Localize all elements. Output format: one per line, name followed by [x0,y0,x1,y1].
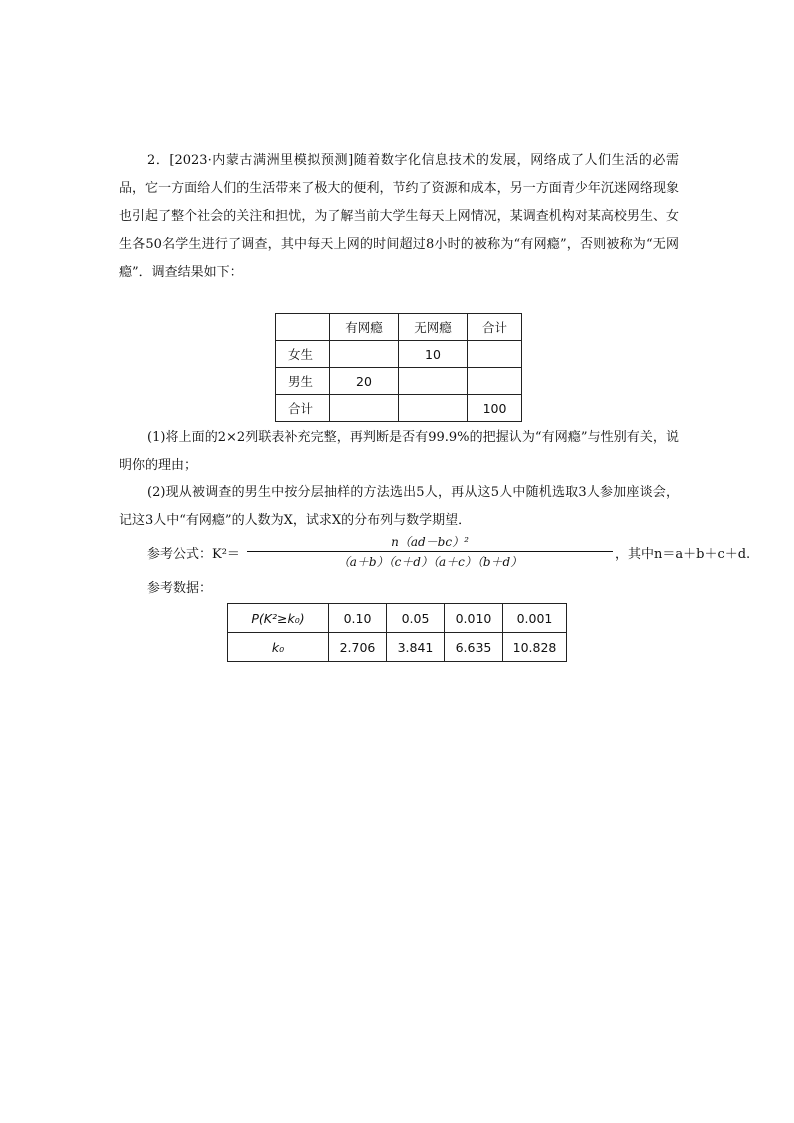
formula-fraction [247,533,613,570]
table-row [276,341,522,368]
row-label-male: 男生 [276,368,330,395]
header-not-addicted: 无网瘾 [399,314,468,341]
table-cell [330,395,399,422]
formula-numerator: n（ad－bc）² [247,533,613,552]
reference-data-table [227,603,567,662]
reference-cell: 0.010 [445,604,503,633]
reference-cell: 0.10 [329,604,387,633]
reference-cell: k₀ [228,633,329,662]
table-cell [399,368,468,395]
table-cell: 10 [399,341,468,368]
reference-header-row [228,604,567,633]
reference-value-row [228,633,567,662]
row-label-total: 合计 [276,395,330,422]
row-label-female: 女生 [276,341,330,368]
formula-denominator: （a＋b）（c＋d）（a＋c）（b＋d） [337,555,523,569]
table-corner-cell [276,314,330,341]
table-cell: 20 [330,368,399,395]
contingency-table [275,313,522,422]
formula-tail: ，其中n＝a＋b＋c＋d. [615,547,751,562]
reference-cell: 6.635 [445,633,503,662]
reference-cell: 3.841 [387,633,445,662]
formula-label: 参考公式：K²＝ [147,547,240,562]
question-1: (1)将上面的2×2列联表补充完整，再判断是否有99.9%的把握认为“有网瘾”与性别有关，说明你的理由； [119,430,679,473]
reference-data-label: 参考数据： [147,581,213,596]
reference-cell: 2.706 [329,633,387,662]
table-cell [468,341,522,368]
table-cell [399,395,468,422]
table-cell [468,368,522,395]
table-header-row [276,314,522,341]
header-total: 合计 [468,314,522,341]
problem-intro: 2．[2023·内蒙古满洲里模拟预测]随着数字化信息技术的发展，网络成了人们生活的必需品，它一方面给人们的生活带来了极大的便利，节约了资源和成本，另一方面青少年沉迷网络现象也引起了整个社会的关注和担忧，为了解当前大学生每天上网情况，某调查机构对某高校男生、女生各50名学生进行了调查，其中每天上网的时间超过8小时的被称为“有网瘾”，否则被称为“无网瘾”．调查结果如下： [119,153,679,280]
reference-cell: P(K²≥k₀) [228,604,329,633]
reference-cell: 10.828 [503,633,567,662]
table-row [276,368,522,395]
table-row [276,395,522,422]
table-cell: 100 [468,395,522,422]
question-2: (2)现从被调查的男生中按分层抽样的方法选出5人，再从这5人中随机选取3人参加座谈会，记这3人中“有网瘾”的人数为X，试求X的分布列与数学期望． [119,485,679,528]
reference-cell: 0.001 [503,604,567,633]
header-addicted: 有网瘾 [330,314,399,341]
table-cell [330,341,399,368]
reference-cell: 0.05 [387,604,445,633]
